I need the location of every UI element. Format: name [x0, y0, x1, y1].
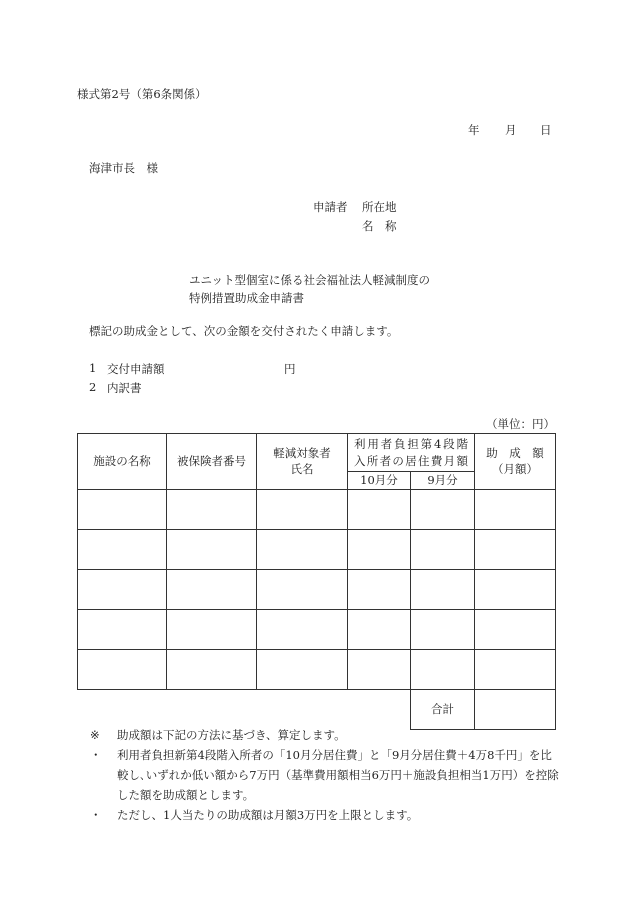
note-text: 利用者負担新第4段階入所者の「10月分居住費」と「9月分居住費＋4万8千円」を比較し､いずれか低い額から7万円（基準費用額相当6万円＋施設負担相当1万円）を控除した額を助成額とします。	[117, 748, 559, 802]
date-month: 月	[505, 123, 517, 137]
unit-note: （単位：円）	[486, 417, 555, 431]
item-2-label: 内訳書	[107, 381, 142, 395]
date-day: 日	[540, 123, 552, 137]
note-mark: ・	[90, 808, 102, 822]
table-row	[78, 649, 556, 689]
header-facility: 施設の名称	[78, 434, 167, 490]
breakdown-table	[77, 433, 556, 730]
header-target-person	[257, 434, 348, 490]
header-monthly-cost	[348, 434, 475, 472]
note-item	[90, 805, 560, 825]
header-insured-number: 被保険者番号	[167, 434, 257, 490]
table-row	[78, 569, 556, 609]
form-label: 様式第2号（第6条関係）	[77, 87, 207, 101]
applicant-label: 申請者	[313, 200, 348, 214]
addressee: 海津市長 様	[89, 161, 158, 175]
table-row	[78, 609, 556, 649]
item-1-label: 交付申請額	[107, 362, 165, 376]
note-text: 助成額は下記の方法に基づき、算定します。	[117, 728, 346, 742]
note-item	[90, 725, 560, 745]
item-1-unit: 円	[284, 362, 296, 376]
header-target-line1: 軽減対象者	[273, 445, 331, 460]
note-item	[90, 745, 560, 805]
table-row	[78, 529, 556, 569]
intro-text: 標記の助成金として、次の金額を交付されたく申請します。	[89, 324, 399, 338]
table-row	[78, 489, 556, 529]
total-label: 合計	[411, 689, 475, 729]
applicant-name-label: 名 称	[362, 219, 397, 233]
header-cost-line1: 利用者負担第4段階	[354, 436, 468, 451]
title-line2: 特例措置助成金申請書	[189, 291, 304, 305]
total-value[interactable]	[475, 689, 556, 729]
notes	[90, 725, 560, 825]
header-october: 10月分	[348, 472, 411, 490]
note-text: ただし、1人当たりの助成額は月額3万円を上限とします。	[117, 808, 419, 822]
header-grant-amount	[475, 434, 556, 490]
header-grant-line2: （月額）	[492, 462, 538, 477]
note-mark: ※	[90, 728, 100, 742]
header-grant-line1: 助 成 額	[486, 445, 544, 460]
title-line1: ユニット型個室に係る社会福祉法人軽減制度の	[189, 273, 431, 287]
header-cost-line2: 入所者の居住費月額	[354, 453, 468, 468]
applicant-address-label: 所在地	[362, 200, 397, 214]
date-year: 年	[468, 123, 480, 137]
item-2-num: 2	[89, 380, 97, 394]
note-mark: ・	[90, 748, 102, 762]
header-september: 9月分	[411, 472, 475, 490]
total-row	[78, 689, 556, 729]
header-target-line2: 氏名	[290, 462, 314, 477]
item-1-num: 1	[89, 361, 97, 375]
